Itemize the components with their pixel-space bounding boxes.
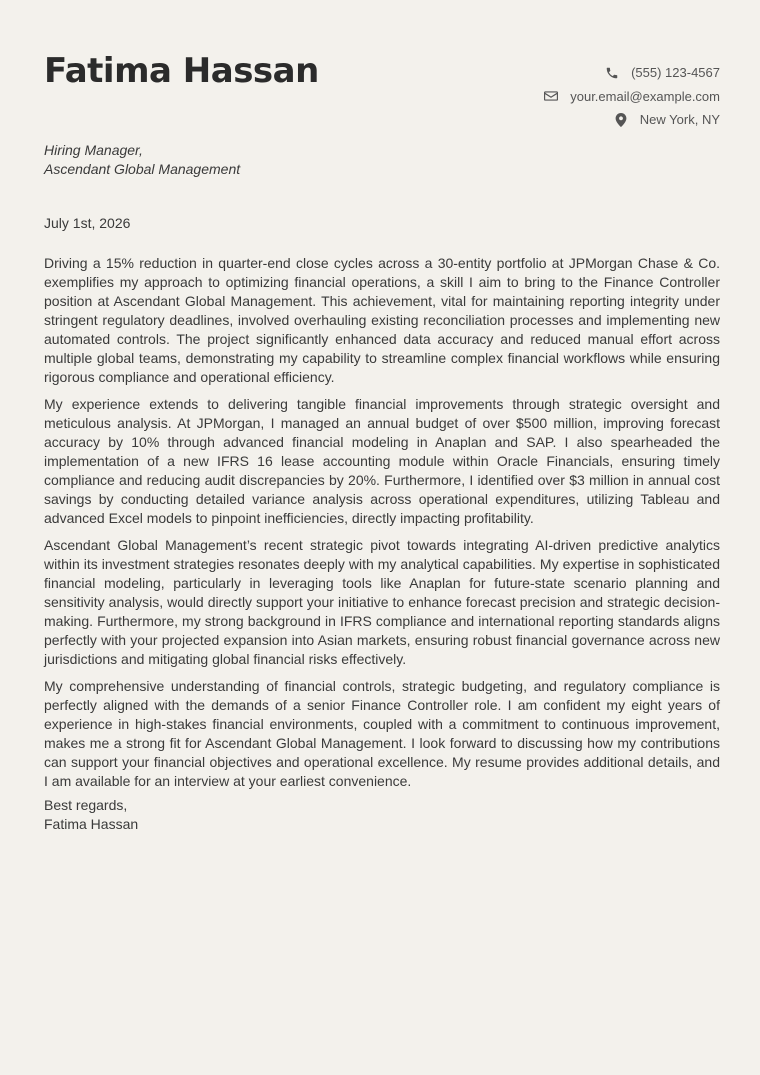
closing-block: [44, 796, 138, 834]
contact-location: [544, 108, 720, 132]
map-pin-icon: [614, 113, 628, 127]
recipient-company: Ascendant Global Management: [44, 161, 241, 177]
phone-icon: [605, 66, 619, 80]
recipient-block: [44, 141, 240, 179]
contact-phone: [544, 61, 720, 85]
applicant-name: Fatima Hassan: [44, 51, 319, 91]
cover-letter-page: [44, 0, 720, 1075]
letter-body: [44, 254, 720, 799]
phone-text: (555) 123-4567: [631, 65, 720, 81]
contact-email: [544, 85, 720, 109]
email-text: your.email@example.com: [570, 88, 720, 104]
envelope-icon: [544, 89, 558, 103]
location-text: New York, NY: [639, 112, 720, 128]
signature: Fatima Hassan: [44, 816, 139, 832]
salutation: Best regards,: [44, 797, 128, 813]
letter-header: [44, 0, 720, 140]
body-paragraph: My comprehensive understanding of financial controls, strategic budgeting, and regulatory compliance is perfectly aligned with the demands of a senior Finance Controller role. I am confident my eight years of experience in high-stakes financial environments, coupled with a commitment to continuous improvement, makes me a strong fit for Ascendant Global Management. I look forward to discussing how my contributions can support your financial objectives and operational excellence. My resume provides additional details, and I am available for an interview at your earliest convenience.: [44, 677, 720, 789]
recipient-title: Hiring Manager,: [44, 142, 143, 158]
contact-block: [544, 61, 720, 132]
body-paragraph: Driving a 15% reduction in quarter-end close cycles across a 30-entity portfolio at JPMorgan Chase & Co. exemplifies my approach to optimizing financial operations, a skill I aim to bring to the Finance Controller position at Ascendant Global Management. This achievement, vital for maintaining reporting integrity under stringent regulatory deadlines, involved overhauling existing reconciliation processes and implementing new automated controls. The project significantly enhanced data accuracy and reduced manual effort across multiple global teams, demonstrating my capability to streamline complex financial workflows while ensuring rigorous compliance and operational efficiency.: [44, 254, 720, 385]
letter-date: July 1st, 2026: [44, 215, 131, 231]
body-paragraph: Ascendant Global Management’s recent strategic pivot towards integrating AI-driven predictive analytics within its investment strategies resonates deeply with my analytical capabilities. My expertise in sophisticated financial modeling, particularly in leveraging tools like Anaplan for future-state scenario planning and sensitivity analysis, would directly support your initiative to enhance forecast precision and strategic decision-making. Furthermore, my strong background in IFRS compliance and international reporting standards aligns perfectly with your projected expansion into Asian markets, ensuring robust financial governance across new jurisdictions and mitigating global financial risks effectively.: [44, 536, 720, 667]
body-paragraph: My experience extends to delivering tangible financial improvements through strategic oversight and meticulous analysis. At JPMorgan, I managed an annual budget of over $500 million, improving forecast accuracy by 10% through advanced financial modeling in Anaplan and SAP. I also spearheaded the implementation of a new IFRS 16 lease accounting module within Oracle Financials, ensuring timely compliance and reducing audit discrepancies by 20%. Furthermore, I identified over $3 million in annual cost savings by conducting detailed variance analysis across operational expenditures, utilizing Tableau and advanced Excel models to pinpoint inefficiencies, directly impacting profitability.: [44, 395, 720, 526]
